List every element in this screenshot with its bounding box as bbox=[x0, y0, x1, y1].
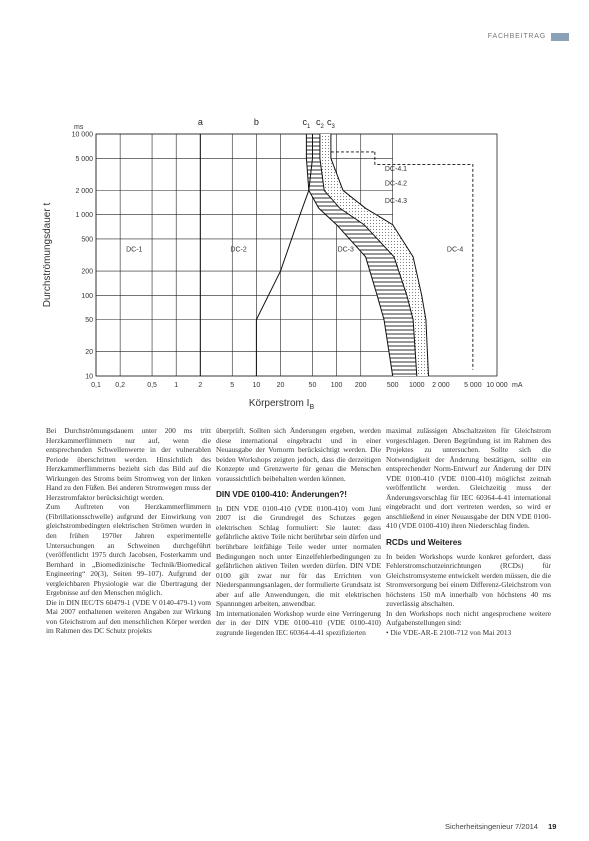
y-tick-label: 5 000 bbox=[75, 155, 93, 163]
y-tick-label: 10 bbox=[85, 373, 93, 381]
paragraph: überprüft. Sollten sich Änderungen ergeben, werden diese international eingebracht und in einer Neuausgabe der Vornorm berücksichtigt werden. Die beiden Workshops zeigten jedoch, dass die derzeitigen Konzepte und Grenzwerte für genau die Menschen voraussichtlich beibehalten werden können. bbox=[216, 426, 381, 483]
y-unit-label: ms bbox=[74, 124, 84, 131]
text-column-1 bbox=[46, 426, 211, 636]
zone-label: DC-4 bbox=[446, 246, 464, 254]
x-tick-label: 0,2 bbox=[115, 382, 126, 389]
zone-label: DC-3 bbox=[337, 246, 354, 254]
paragraph: In den Workshops noch nicht angesprochene weitere Aufgabenstellungen sind: bbox=[386, 608, 551, 628]
x-tick-label: 200 bbox=[354, 382, 367, 389]
x-tick-label: 0,5 bbox=[147, 382, 157, 389]
subzone-label: DC-4.2 bbox=[384, 180, 408, 188]
x-tick-label: 500 bbox=[386, 382, 399, 389]
paragraph: Im internationalen Workshop wurde eine Verringerung der in der DIN VDE 0100-410 (VDE 0100-410) zugrunde liegenden IEC 60364-4-41 spezifizierten bbox=[216, 608, 381, 637]
paragraph: • Die VDE-AR-E 2100-712 von Mai 2013 bbox=[386, 627, 512, 637]
subzone-label: DC-4.1 bbox=[384, 165, 408, 173]
x-tick-label: 0,1 bbox=[91, 382, 101, 389]
paragraph: Die in DIN IEC/TS 60479-1 (VDE V 0140-479-1) vom Mai 2007 enthaltenen weiteren Angaben zur Wirkung von Gleichstrom auf den menschlichen Körper werden im Rahmen des DC Schutz projekts bbox=[46, 597, 211, 636]
plot-frame bbox=[96, 134, 497, 376]
x-tick-label: 10 000 bbox=[486, 382, 508, 389]
y-tick-label: 200 bbox=[81, 268, 93, 276]
page-footer bbox=[445, 822, 556, 831]
y-tick-label: 50 bbox=[85, 317, 93, 325]
curve-b bbox=[256, 134, 312, 376]
x-tick-label: 100 bbox=[330, 382, 343, 389]
paragraph: In beiden Workshops wurde konkret gefordert, dass Fehlerstromschutzeinrichtungen (RCDs) für Gleichstromsysteme entwickelt werden müssen, die die Stromversorgung bei einem Differenz-Gleichstrom von höchstens 150 mA innerhalb von höchstens 40 ms zuverlässig abschalten. bbox=[386, 551, 551, 609]
y-tick-label: 100 bbox=[81, 292, 93, 300]
zone-label: DC-1 bbox=[126, 246, 143, 254]
paragraph: Bei Durchströmungsdauern unter 200 ms tritt Herzkammerflimmern nur auf, wenn die entsprechenden Schwellenwerte in der vulnerablen Periode überschritten werden. Hinsichtlich des Herzkammerflimmerns bezieht sich das Bild auf die Wirkungen des Stroms beim Stromweg von der linken Hand zu den Füßen. Bei anderen Stromwegen muss der Herzstromfaktor berücksichtigt werden. bbox=[46, 426, 211, 502]
x-tick-label: 5 000 bbox=[464, 382, 482, 389]
text-column-2 bbox=[216, 426, 381, 637]
x-tick-label: 20 bbox=[276, 382, 285, 389]
x-tick-label: 2 000 bbox=[432, 382, 450, 389]
y-tick-label: 10 000 bbox=[71, 131, 93, 139]
paragraph: In DIN VDE 0100-410 (VDE 0100-410) vom Juni 2007 ist die Grundregel des Schutzes gegen elektrischen Schlag formuliert: Sie lautet: dass gefährliche aktive Teile nicht berührbar sein dürfen und berührbare leitfähige Teile weder unter normalen Bedingungen noch unter Einzelfehlerbedingungen zu gefährlichen aktiven Teilen werden dürfen. DIN VDE 0100 gilt zwar nur für das Errichten von Niederspannungsanlagen, der formulierte Grundsatz ist aber auf alle Anwendungen, die mit elektrischen Spannungen arbeiten, anwendbar. bbox=[216, 503, 381, 609]
dc-effect-chart bbox=[0, 0, 589, 410]
x-tick-label: 5 bbox=[230, 382, 235, 389]
x-tick-label: 50 bbox=[308, 382, 317, 389]
x-tick-label: 1 bbox=[174, 382, 179, 389]
text-column-3 bbox=[386, 426, 551, 637]
paragraph: maximal zulässigen Abschaltzeiten für Gleichstrom vorgeschlagen. Deren Begründung ist im Rahmen des Projektes zu untersuchen. Sollte sich die Notwendigkeit der Änderung bestätigen, sollte ein entsprechender Norm-Entwurf zur Änderung der DIN VDE 0100-410 (VDE 0100-410) möglichst zeitnah veröffentlicht werden. Gleichzeitig muss der Änderungsvorschlag für IEC 60364-4-41 international eingebracht und dort vertreten werden, so wird er anschließend in einer Neuausgabe der DIN VDE 0100-410 (VDE 0100-410) ihren Niederschlag finden. bbox=[386, 426, 551, 531]
y-tick-label: 500 bbox=[81, 236, 93, 244]
zone-label: DC-2 bbox=[230, 246, 247, 254]
subzone-label: DC-4.3 bbox=[384, 197, 408, 205]
x-tick-label: 2 bbox=[198, 382, 203, 389]
curve-label: b bbox=[253, 117, 259, 127]
x-axis-title: Körperstrom $I_B$ bbox=[248, 398, 315, 410]
section-label: FACHBEITRAG bbox=[487, 33, 546, 40]
magazine-issue: Sicherheitsingenieur 7/2014 bbox=[445, 822, 538, 831]
y-tick-label: 1 000 bbox=[75, 212, 93, 220]
paragraph: Zum Auftreten von Herzkammerflimmern (Fibrillationsschwelle) aufgrund der Einwirkung von gleichstrombedingten elektrischen Strömen wurden in den frühen 1970er Jahren experimentelle Untersuchungen an Schweinen durchgeführt (veröffentlicht 1975 durch Jacobsen, Fosterkamm und Bernhard in „Biomedizinische Technik/Biomedical Engineering“ 20(3), Seiten 99–107). Aufgrund der vergleichbaren Physiologie war die Übertragung der Ergebnisse auf den Menschen möglich. bbox=[46, 502, 211, 598]
y-tick-label: 2 000 bbox=[75, 187, 93, 195]
section-heading: RCDs und Weiteres bbox=[386, 538, 462, 548]
x-tick-label: 1000 bbox=[409, 382, 425, 389]
x-unit-label: mA bbox=[512, 382, 523, 389]
curve-label: $c_3$ bbox=[327, 117, 335, 130]
section-heading: DIN VDE 0100-410: Änderungen?! bbox=[216, 490, 348, 500]
y-tick-label: 20 bbox=[85, 349, 93, 357]
curve-label: $c_1$ bbox=[302, 117, 311, 130]
y-axis-title: Durchströmungsdauer t bbox=[42, 202, 53, 308]
page-number: 19 bbox=[548, 822, 557, 831]
curve-label: a bbox=[197, 117, 203, 127]
x-tick-label: 10 bbox=[252, 382, 261, 389]
curve-label: $c_2$ bbox=[316, 117, 324, 130]
